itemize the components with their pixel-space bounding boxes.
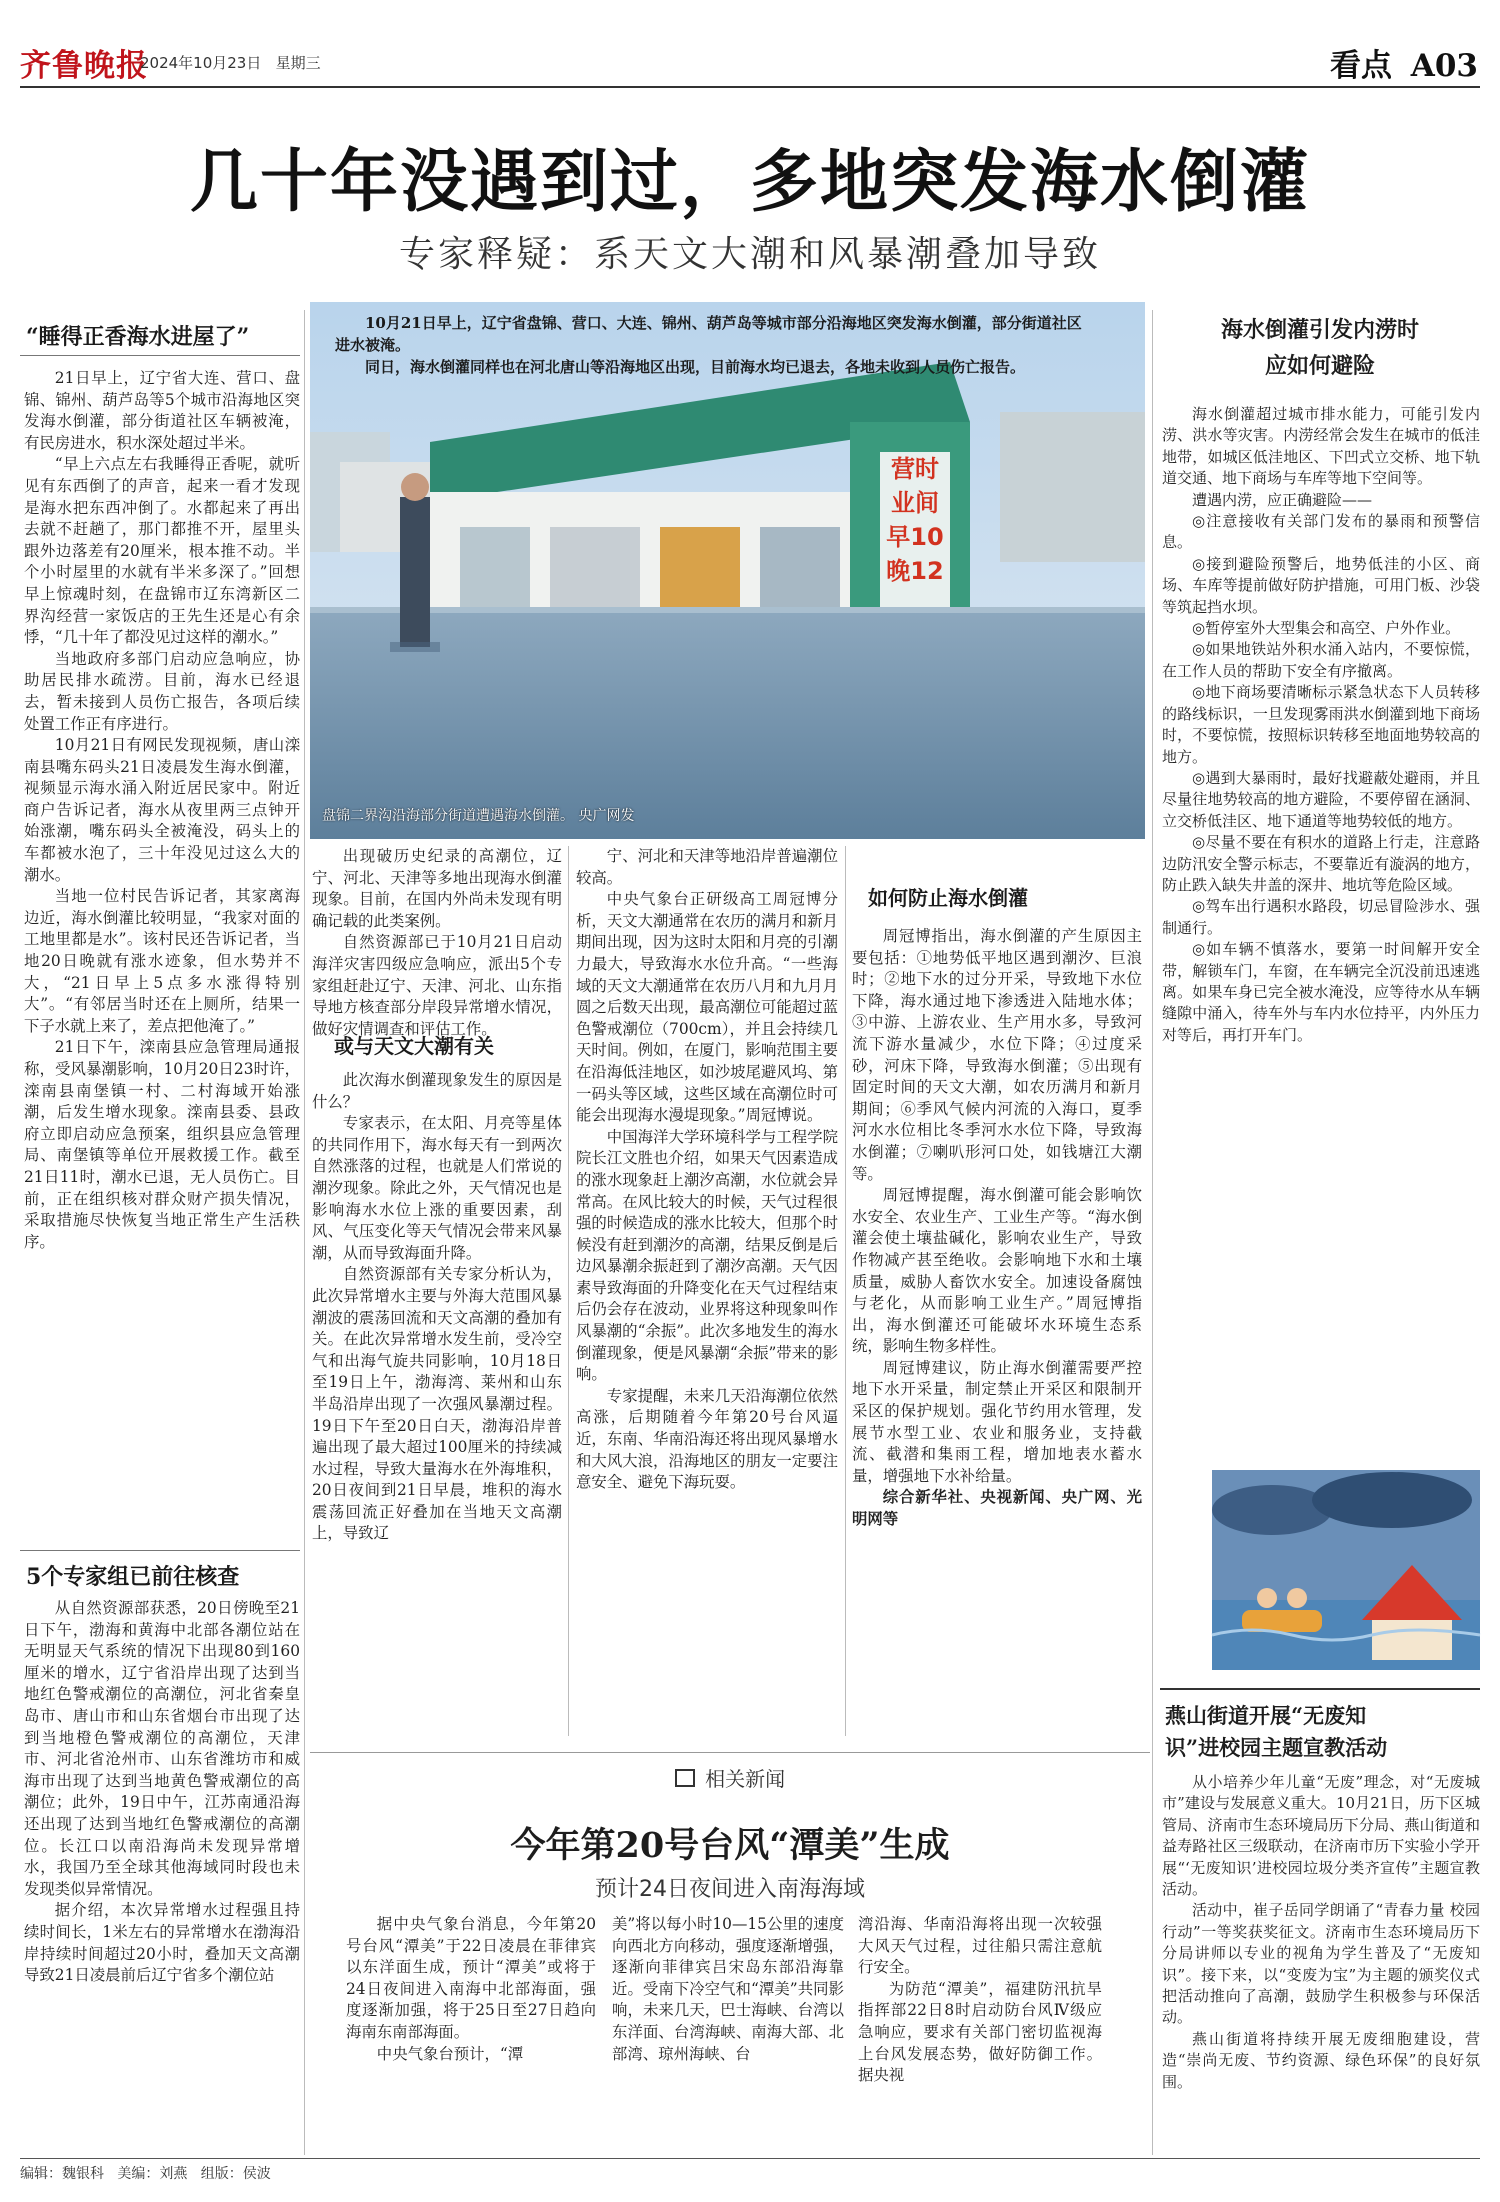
title-line: 识”进校园主题宣教活动	[1165, 1735, 1388, 1760]
related-subheadline: 预计24日夜间进入南海海域	[595, 1877, 865, 1902]
page-headline: 几十年没遇到过，多地突发海水倒灌	[189, 142, 1310, 222]
paragraph: ◎如车辆不慎落水，要第一时间解开安全带，解锁车门，车窗，在车辆完全沉没前迅速逃离。如果车身已完全被水淹没，应等待水从车辆缝隙中涌入，待车外与车内水位持平，内外压力对等后，再打开车门。	[1162, 940, 1480, 1044]
section-title-astronomy: 或与天文大潮有关	[334, 1034, 494, 1058]
paragraph: 出现破历史纪录的高潮位，辽宁、河北、天津等多地出现海水倒灌现象。目前，在国内外尚未发现有明确记载的此类案例。	[312, 847, 562, 930]
footer-rule	[20, 2158, 1480, 2159]
column-divider	[1152, 310, 1153, 2155]
page-subheadline: 专家释疑：系天文大潮和风暴潮叠加导致	[398, 234, 1101, 275]
section-title-expert-groups: 5个专家组已前往核查	[26, 1564, 240, 1590]
related-col1	[346, 1914, 596, 2154]
divider	[1160, 1688, 1480, 1690]
col3-body	[576, 846, 838, 1722]
paragraph: ◎暂停室外大型集会和高空、户外作业。	[1192, 619, 1461, 638]
page-footer	[20, 2163, 271, 2183]
section-name: 看点	[1330, 48, 1392, 84]
paragraph: ◎如果地铁站外积水涌入站内，不要惊慌，在工作人员的帮助下安全有序撤离。	[1162, 640, 1480, 680]
caption-line: 同日，海水倒灌同样也在河北唐山等沿海地区出现，目前海水均已退去，各地未收到人员伤亡报告。	[365, 358, 1026, 376]
photo-credit: 盘锦二界沟沿海部分街道遭遇海水倒灌。 央广网发	[322, 808, 635, 824]
related-col3	[858, 1914, 1102, 2154]
shop-hours-sign	[880, 452, 950, 588]
paragraph: 自然资源部已于10月21日启动海洋灾害四级应急响应，派出5个专家组赶赴辽宁、天津、河北、山东指导地方核查部分岸段异常增水情况，做好灾情调查和评估工作。	[312, 933, 562, 1038]
paragraph: 周冠博提醒，海水倒灌可能会影响饮水安全、农业生产、工业生产等。“海水倒灌会使土壤盐碱化，影响农业生产，导致作物减产甚至绝收。会影响地下水和土壤质量，威胁人畜饮水安全。加速设备腐蚀与老化，从而影响工业生产。”周冠博指出，海水倒灌还可能破坏水环境生态系统，影响生物多样性。	[852, 1186, 1142, 1356]
footer-proof: 组版：侯波	[200, 2166, 271, 2182]
right-column-body	[1162, 404, 1480, 1464]
source-credit: 综合新华社、央视新闻、央广网、光明网等	[852, 1488, 1142, 1529]
section-title-prevention: 如何防止海水倒灌	[868, 886, 1028, 910]
masthead-logo: 齐鲁晚报	[20, 48, 148, 84]
paragraph: 从小培养少年儿童“无废”理念，对“无废城市”建设与发展意义重大。10月21日，历下区城管局、济南市生态环境局历下分局、燕山街道和益寿路社区三级联动，在济南市历下实验小学开展“‘无废知识’进校园垃圾分类齐宣传”主题宣教活动。	[1162, 1773, 1480, 1899]
paragraph: 据中央气象台消息，今年第20号台风“潭美”于22日凌晨在菲律宾以东洋面生成，预计“潭美”或将于24日夜间进入南海中北部海面，强度逐渐加强，将于25日至27日趋向海南东南部海面。	[346, 1915, 596, 2041]
paragraph: 据介绍，本次异常增水过程强且持续时间长，1米左右的异常增水在渤海沿岸持续时间超过20小时，叠加天文高潮导致21日凌晨前后辽宁省多个潮位站	[24, 1901, 300, 1985]
column-divider	[568, 846, 569, 1736]
masthead-date	[140, 52, 321, 73]
sign-line: 业间	[891, 489, 939, 517]
footer-designer: 美编：刘燕	[117, 2166, 188, 2182]
paragraph: 当地政府多部门启动应急响应，协助居民排水疏涝。目前，海水已经退去，暂未接到人员伤亡报告，各项后续处置工作正有序进行。	[24, 649, 300, 733]
related-news-label: 相关新闻	[705, 1767, 786, 1791]
divider	[20, 355, 300, 356]
flood-photo	[310, 302, 1145, 839]
right-bottom-title	[1165, 1700, 1480, 1764]
sign-line: 晚12	[886, 557, 944, 585]
paragraph: 10月21日有网民发现视频，唐山滦南县嘴东码头21日凌晨发生海水倒灌，视频显示海水涌入附近居民家中。附近商户告诉记者，海水从夜里两三点钟开始涨潮，嘴东码头全被淹没，码头上的车都被水泡了，三十年没见过这么大的潮水。	[24, 736, 300, 884]
section-title-sleeping: “睡得正香海水进屋了”	[26, 324, 250, 350]
paragraph: 中央气象台正研级高工周冠博分析，天文大潮通常在农历的满月和新月期间出现，因为这时太阳和月亮的引潮力最大，导致海水水位升高。“一些海域的天文大潮通常在农历八月和九月月圆之后数天出现，最高潮位可能超过蓝色警戒潮位（700cm），并且会持续几天时间。例如，在厦门，影响范围主要在沿海低洼地区，如沙坡尾避风坞、第一码头等区域，这些区域在高潮位时可能会出现海水漫堤现象。”周冠博说。	[576, 890, 838, 1125]
paragraph: 海水倒灌超过城市排水能力，可能引发内涝、洪水等灾害。内涝经常会发生在城市的低洼地带，如城区低洼地区、下凹式立交桥、地下轨道交通、地下商场与车库等地下空间等。	[1162, 405, 1480, 488]
title-line: 海水倒灌引发内涝时	[1220, 317, 1419, 343]
paragraph: ◎地下商场要清晰标示紧急状态下人员转移的路线标识，一旦发现雾雨洪水倒灌到地下商场时，不要惊慌，按照标识转移至地面地势较高的地方。	[1162, 683, 1480, 766]
paragraph: ◎驾车出行遇积水路段，切忌冒险涉水、强制通行。	[1162, 897, 1480, 937]
section-page	[1330, 40, 1478, 85]
paragraph: 燕山街道将持续开展无废细胞建设，营造“崇尚无废、节约资源、绿色环保”的良好氛围。	[1162, 2029, 1480, 2091]
title-line: 应如何避险	[1264, 353, 1375, 379]
divider	[310, 1752, 1150, 1753]
paragraph: ◎遇到大暴雨时，最好找避蔽处避雨，并且尽量往地势较高的地方避险，不要停留在涵洞、立交桥低洼区、地下通道等地势较低的地方。	[1162, 768, 1480, 830]
related-news-banner	[0, 1763, 1460, 1792]
paragraph: 中央气象台预计，“潭	[376, 2044, 524, 2063]
right-section-title	[1160, 312, 1480, 384]
paragraph: 专家表示，在太阳、月亮等星体的共同作用下，海水每天有一到两次自然涨落的过程，也就是人们常说的潮汐现象。除此之外，天气情况也是影响海水水位上涨的重要因素，刮风、气压变化等天气情况会带来风暴潮，从而导致海面升降。	[312, 1114, 562, 1262]
paragraph: 活动中，崔子岳同学朗诵了“青春力量 校园行动”一等奖获奖征文。济南市生态环境局历下分局讲师以专业的视角为学生普及了“无废知识”。接下来，以“变废为宝”为主题的颁奖仪式把活动推向了高潮，鼓励学生积极参与环保活动。	[1162, 1901, 1480, 2027]
paragraph: 湾沿海、华南沿海将出现一次较强大风天气过程，过往船只需注意航行安全。	[858, 1915, 1102, 1977]
caption-line: 10月21日早上，辽宁省盘锦、营口、大连、锦州、葫芦岛等城市部分沿海地区突发海水倒灌，部分街道社区进水被淹。	[335, 314, 1082, 354]
flood-cartoon-illustration	[1212, 1470, 1480, 1670]
page-number: A03	[1410, 48, 1478, 84]
paragraph: ◎尽量不要在有积水的道路上行走，注意路边防汛安全警示标志，不要靠近有漩涡的地方，防止跌入缺失井盖的深井、地坑等危险区域。	[1162, 833, 1480, 894]
column-divider	[845, 846, 846, 1736]
paragraph: 21日早上，辽宁省大连、营口、盘锦、锦州、葫芦岛等5个城市沿海地区突发海水倒灌，部分街道社区车辆被淹，有民房进水，积水深处超过半米。	[24, 369, 300, 452]
related-col2	[612, 1914, 844, 2154]
column-divider	[304, 310, 305, 2155]
paragraph: ◎接到避险预警后，地势低洼的小区、商场、车库等提前做好防护措施，可用门板、沙袋等筑起挡水坝。	[1162, 554, 1480, 616]
left-column-body	[24, 368, 300, 1548]
paragraph: ◎注意接收有关部门发布的暴雨和预警信息。	[1162, 512, 1480, 552]
newspaper-icon	[675, 1769, 695, 1787]
sign-line: 营时	[891, 455, 939, 483]
col4-body	[852, 926, 1142, 1706]
masthead-rule	[20, 86, 1480, 88]
paragraph: 当地一位村民告诉记者，其家离海边近，海水倒灌比较明显，“我家对面的工地里都是水”。该村民还告诉记者，当地20日晚就有涨水迹象，但水势并不大，“21日早上5点多水涨得特别大”。“有邻居当时还在上厕所，结果一下子水就上来了，差点把他淹了。”	[24, 887, 300, 1035]
divider	[20, 1550, 300, 1551]
left-column-2-body	[24, 1598, 300, 2158]
paragraph: 宁、河北和天津等地沿岸普遍潮位较高。	[576, 847, 838, 887]
photo-caption	[335, 312, 1085, 378]
paragraph: 周冠博指出，海水倒灌的产生原因主要包括：①地势低平地区遇到潮汐、巨浪时；②地下水的过分开采，导致地下水位下降，海水通过地下渗透进入陆地水体；③中游、上游农业、生产用水多，导致河流下游水量减少，水位下降；④过度采砂，河床下降，导致海水倒灌；⑤出现有固定时间的天文大潮，如农历满月和新月期间；⑥季风气候内河流的入海口，夏季河水水位相比冬季河水水位下降，导致海水倒灌；⑦喇叭形河口处，如钱塘江大潮等。	[852, 927, 1142, 1183]
sign-line: 早10	[886, 523, 944, 551]
paragraph: 遭遇内涝，应正确避险——	[1192, 490, 1373, 509]
right-bottom-body	[1162, 1772, 1480, 2157]
paragraph: 从自然资源部获悉，20日傍晚至21日下午，渤海和黄海中北部各潮位站在无明显天气系统的情况下出现80到160厘米的增水，辽宁省沿岸出现了达到当地红色警戒潮位的高潮位，河北省秦皇岛市、唐山市和山东省烟台市出现了达到当地橙色警戒潮位的高潮位，天津市、河北省沧州市、山东省潍坊市和威海市出现了达到当地黄色警戒潮位的高潮位；此外，19日中午，江苏南通沿海还出现了达到当地红色警戒潮位的高潮位。长江口以南沿海尚未发现异常增水，我国乃至全球其他海域同时段也未发现类似异常情况。	[24, 1599, 300, 1898]
paragraph: “早上六点左右我睡得正香呢，就听见有东西倒了的声音，起来一看才发现是海水把东西冲倒了。水都起来了再出去就不赶趟了，那门都推不开，屋里头跟外边落差有20厘米，根本推不动。半个小时屋里的水就有半米多深了。”回想早上惊魂时刻，在盘锦市辽东湾新区二界沟经营一家饭店的王先生还是心有余悸，“几十年了都没见过这样的潮水。”	[24, 455, 300, 647]
flood-scene-illustration	[310, 302, 1145, 839]
paragraph: 为防范“潭美”，福建防汛抗旱指挥部22日8时启动防台风Ⅳ级应急响应，要求有关部门密切监视海上台风发展态势，做好防御工作。 据央视	[858, 1979, 1102, 2085]
col2-top-body	[312, 846, 562, 1038]
paragraph: 美”将以每小时10—15公里的速度向西北方向移动，强度逐渐增强，逐渐向菲律宾吕宋岛东部沿海靠近。受南下冷空气和“潭美”共同影响，未来几天，巴士海峡、台湾以东洋面、台湾海峡、南海大部、北部湾、琼州海峡、台	[612, 1915, 844, 2063]
paragraph: 中国海洋大学环境科学与工程学院院长江文胜也介绍，如果天气因素造成的涨水现象赶上潮汐高潮，水位就会异常高。在风比较大的时候，天气过程很强的时候造成的涨水比较大，但那个时候没有赶到潮汐的高潮，结果反倒是后边风暴潮余振赶到了潮汐高潮。天气因素导致海面的升降变化在天气过程结束后仍会存在波动，业界将这种现象叫作风暴潮的“余振”。此次多地发生的海水倒灌现象，便是风暴潮“余振”带来的影响。	[576, 1127, 838, 1384]
related-headline: 今年第20号台风“潭美”生成	[510, 1825, 950, 1866]
paragraph: 自然资源部有关专家分析认为，此次异常增水主要与外海大范围风暴潮波的震荡回流和天文高潮的叠加有关。在此次异常增水发生前，受冷空气和出海气旋共同影响，10月18日至19日上午，渤海湾、莱州和山东半岛沿岸出现了一次强风暴潮过程。19日下午至20日白天，渤海沿岸普遍出现了最大超过100厘米的持续减水过程，导致大量海水在外海堆积，20日夜间到21日早晨，堆积的海水震荡回流正好叠加在当地天文高潮上，导致辽	[312, 1265, 562, 1543]
title-line: 燕山街道开展“无废知	[1165, 1703, 1367, 1728]
issue-weekday: 星期三	[275, 54, 321, 72]
paragraph: 21日下午，滦南县应急管理局通报称，受风暴潮影响，10月20日23时许，滦南县南堡镇一村、二村海域开始涨潮，后发生增水现象。滦南县委、县政府立即启动应急预案，组织县应急管理局、南堡镇等单位开展救援工作。截至21日11时，潮水已退，无人员伤亡。目前，正在组织核对群众财产损失情况，采取措施尽快恢复当地正常生产生活秩序。	[24, 1038, 300, 1251]
footer-editor: 编辑：魏银科	[20, 2166, 104, 2182]
col2-bottom-body	[312, 1070, 562, 1722]
issue-date: 2024年10月23日	[140, 54, 262, 72]
paragraph: 此次海水倒灌现象发生的原因是什么？	[312, 1071, 562, 1111]
paragraph: 专家提醒，未来几天沿海潮位依然高涨，后期随着今年第20号台风逼近，东南、华南沿海还将出现风暴增水和大风大浪，沿海地区的朋友一定要注意安全、避免下海玩耍。	[576, 1386, 838, 1492]
flood-cartoon	[1212, 1470, 1480, 1670]
paragraph: 周冠博建议，防止海水倒灌需要严控地下水开采量，制定禁止开采区和限制开采区的保护规划。强化节约用水管理，发展节水型工业、农业和服务业，支持截流、截潜和集雨工程，增加地表水蓄水量，增强地下水补给量。	[852, 1358, 1142, 1485]
